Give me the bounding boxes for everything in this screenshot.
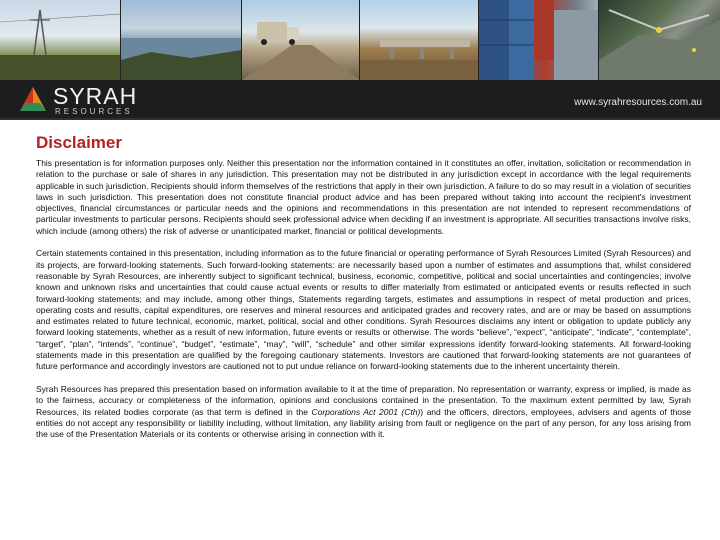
power-line-landscape-photo: [0, 0, 121, 80]
page-title: Disclaimer: [36, 133, 122, 152]
aerial-port-map-photo: [599, 0, 720, 80]
brand-name: SYRAH: [53, 83, 138, 109]
disclaimer-paragraph-liability: [36, 384, 691, 440]
liability-text-start: Syrah Resources has prepared this presentation based on information available to it at the time of preparation. No representation or warranty, express or implied, is made as to the fairness, accuracy or completeness of the information, opinions and conclusions contained in the presentation. To the maximum extent permitted by law, Syrah Resources, its related bodies corporate (as that term is defined in the: [36, 383, 691, 417]
bridge-river-photo: [360, 0, 479, 80]
brand-header-band: [0, 80, 720, 120]
disclaimer-paragraph-forward-looking: Certain statements contained in this presentation, including information as to the future financial or operating performance of Syrah Resources Limited (Syrah Resources) and its projects, are forward-looking statements. Such forward-looking statements: are necessarily based upon a number of estimates and assumptions that, whilst considered reasonable by Syrah Resources, are inherently subject to significant technical, business, economic, competitive, political and social uncertainties and contingencies; involve known and unknown risks and uncertainties that could cause actual events or results to differ materially from estimated or anticipated events or results reflected in such forward-looking statements; and may include, among other things, Statements regarding targets, estimates and assumptions in respect of metal production and prices, operating costs and results, capital expenditures, ore reserves and mineral resources and anticipated grades and recovery rates, and are or may be based on assumptions and estimates related to future technical, economic, market, political, social and other conditions. Syrah Resources disclaims any intent or obligation to update publicly any forward looking statements, whether as a result of new information, future events or results or otherwise. The words “believe”, “expect”, “anticipate”, “indicate”, “contemplate”, “target”, “plan”, “intends”, “continue”, “budget”, “estimate”, “may”, “will”, “schedule” and other similar expressions identify forward-looking statements. All forward-looking statements made in this presentation are qualified by the foregoing cautionary statements. Investors are cautioned that forward-looking statements are not guarantees of future performance and accordingly investors are cautioned not to put undue reliance on forward-looking statements due to the inherent uncertainty therein.: [36, 248, 691, 372]
lake-scene-icon: [121, 0, 242, 80]
power-pylon-icon: [0, 0, 121, 80]
disclaimer-paragraph-information: This presentation is for information purposes only. Neither this presentation nor the information contained in it constitutes an offer, invitation, solicitation or recommendation in relation to the purchase or sale of shares in any jurisdiction. This presentation may not be distributed in any jurisdiction except in accordance with the legal requirements applicable in such jurisdiction. Recipients should inform themselves of the restrictions that apply in their own jurisdiction. A failure to do so may result in a violation of securities laws in such jurisdiction. This presentation does not constitute financial product advice and has been prepared without taking into account the recipient's investment objectives, financial circumstances or particular needs and the opinions and recommendations in this presentation are not intended to represent recommendations of particular investments to particular persons. Recipients should seek professional advice when deciding if an investment is appropriate. All securities transactions involve risks, which include (among others) the risk of adverse or unanticipated market, financial or political developments.: [36, 158, 691, 236]
header-photo-strip: [0, 0, 720, 80]
website-url[interactable]: www.syrahresources.com.au: [574, 97, 702, 108]
aerial-map-icon: [599, 0, 720, 80]
truck-road-photo: [242, 0, 360, 80]
bridge-icon: [360, 0, 479, 80]
syrah-logo-icon: [20, 87, 46, 111]
containers-icon: [479, 0, 599, 80]
lake-landscape-photo: [121, 0, 242, 80]
liability-text-end: ) and the officers, directors, employees, advisers and agents of those entities do not accept any responsibility or liability including, without limitation, any liability arising from fault or negligence on the part of any person, for any loss arising from the use of the Presentation Materials or its contents or otherwise arising in connection with it.: [36, 406, 692, 440]
truck-icon: [242, 0, 360, 80]
disclaimer-body: [36, 158, 691, 452]
brand-subtitle: RESOURCES: [55, 107, 133, 116]
corporations-act-reference: Corporations Act 2001 (Cth): [311, 406, 421, 417]
shipping-containers-photo: [479, 0, 599, 80]
